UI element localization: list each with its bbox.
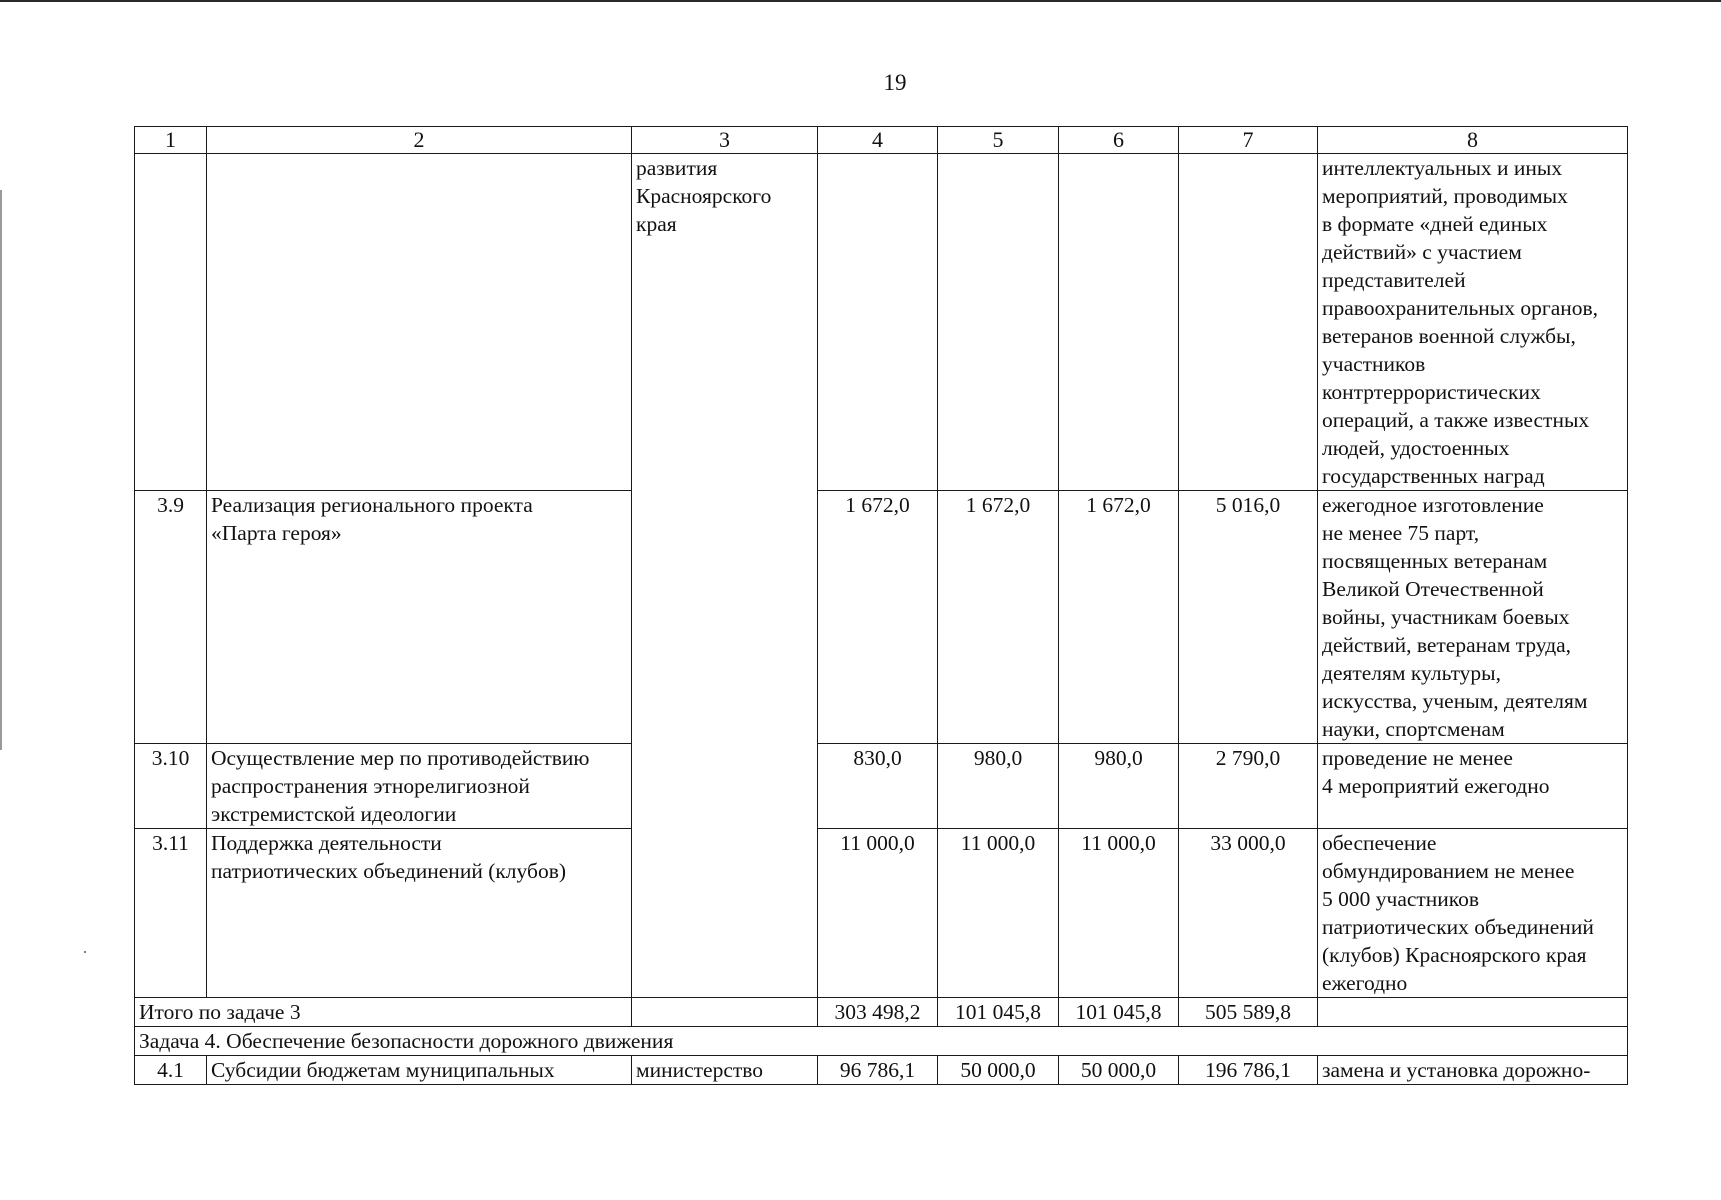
value-col-4: 96 786,1 xyxy=(818,1056,938,1085)
value-col-6: 11 000,0 xyxy=(1059,829,1179,998)
cont-name-cell xyxy=(207,154,632,491)
table-row-3-11 xyxy=(135,829,1628,998)
col-header-3: 3 xyxy=(632,127,818,154)
expected-result: проведение не менее 4 мероприятий ежегодно xyxy=(1318,744,1628,829)
scan-left-edge xyxy=(0,190,2,750)
col-header-5: 5 xyxy=(938,127,1059,154)
total-executor xyxy=(632,998,818,1027)
value-col-6: 50 000,0 xyxy=(1059,1056,1179,1085)
value-col-6: 980,0 xyxy=(1059,744,1179,829)
col-header-7: 7 xyxy=(1179,127,1318,154)
col-header-8: 8 xyxy=(1318,127,1628,154)
page-number: 19 xyxy=(883,70,907,95)
value-col-5: 11 000,0 xyxy=(938,829,1059,998)
executor: министерство xyxy=(632,1056,818,1085)
value-col-7: 5 016,0 xyxy=(1179,491,1318,744)
measure-name: Поддержка деятельности патриотических объединений (клубов) xyxy=(207,829,632,998)
measure-name: Осуществление мер по противодействию распространения этнорелигиозной экстремистской идеологии xyxy=(207,744,632,829)
continued-row xyxy=(135,154,1628,491)
value-col-6: 1 672,0 xyxy=(1059,491,1179,744)
expected-result: обеспечение обмундированием не менее 5 000 участников патриотических объединений (клубов) Красноярского края ежегодно xyxy=(1318,829,1628,998)
cont-value-5 xyxy=(938,154,1059,491)
table-row-3-10 xyxy=(135,744,1628,829)
table-row-3-9 xyxy=(135,491,1628,744)
total-result xyxy=(1318,998,1628,1027)
total-col-5: 101 045,8 xyxy=(938,998,1059,1027)
col-header-2: 2 xyxy=(207,127,632,154)
row-number: 3.10 xyxy=(135,744,207,829)
col-header-4: 4 xyxy=(818,127,938,154)
cont-num-cell xyxy=(135,154,207,491)
scan-speck xyxy=(84,951,86,953)
column-number-row xyxy=(135,127,1628,154)
col-header-1: 1 xyxy=(135,127,207,154)
value-col-5: 50 000,0 xyxy=(938,1056,1059,1085)
row-number: 3.11 xyxy=(135,829,207,998)
value-col-7: 33 000,0 xyxy=(1179,829,1318,998)
expected-result: ежегодное изготовление не менее 75 парт, посвященных ветеранам Великой Отечественной войны, участникам боевых действий, ветеранам труда, деятелям культуры, искусства, ученым, деятелям науки, спортсменам xyxy=(1318,491,1628,744)
value-col-7: 2 790,0 xyxy=(1179,744,1318,829)
col-header-6: 6 xyxy=(1059,127,1179,154)
value-col-4: 11 000,0 xyxy=(818,829,938,998)
total-label: Итого по задаче 3 xyxy=(135,998,632,1027)
total-row xyxy=(135,998,1628,1027)
task-4-header-row xyxy=(135,1027,1628,1056)
total-col-6: 101 045,8 xyxy=(1059,998,1179,1027)
value-col-7: 196 786,1 xyxy=(1179,1056,1318,1085)
row-number: 3.9 xyxy=(135,491,207,744)
value-col-5: 1 672,0 xyxy=(938,491,1059,744)
measure-name: Субсидии бюджетам муниципальных xyxy=(207,1056,632,1085)
value-col-5: 980,0 xyxy=(938,744,1059,829)
total-col-4: 303 498,2 xyxy=(818,998,938,1027)
cont-result-cell: интеллектуальных и иных мероприятий, проводимых в формате «дней единых действий» с участием представителей правоохранительных органов, ветеранов военной службы, участников контртеррористических операций, а также известных людей, удостоенных государственных наград xyxy=(1318,154,1628,491)
cont-value-6 xyxy=(1059,154,1179,491)
total-col-7: 505 589,8 xyxy=(1179,998,1318,1027)
scan-top-edge xyxy=(0,0,1721,2)
cont-value-4 xyxy=(818,154,938,491)
value-col-4: 830,0 xyxy=(818,744,938,829)
table-row-4-1 xyxy=(135,1056,1628,1085)
program-table xyxy=(134,126,1628,1085)
cont-value-7 xyxy=(1179,154,1318,491)
value-col-4: 1 672,0 xyxy=(818,491,938,744)
expected-result: замена и установка дорожно- xyxy=(1318,1056,1628,1085)
task-4-title: Задача 4. Обеспечение безопасности дорожного движения xyxy=(135,1027,1628,1056)
row-number: 4.1 xyxy=(135,1056,207,1085)
measure-name: Реализация регионального проекта «Парта героя» xyxy=(207,491,632,744)
executor-cell: развития Красноярского края xyxy=(632,154,818,998)
